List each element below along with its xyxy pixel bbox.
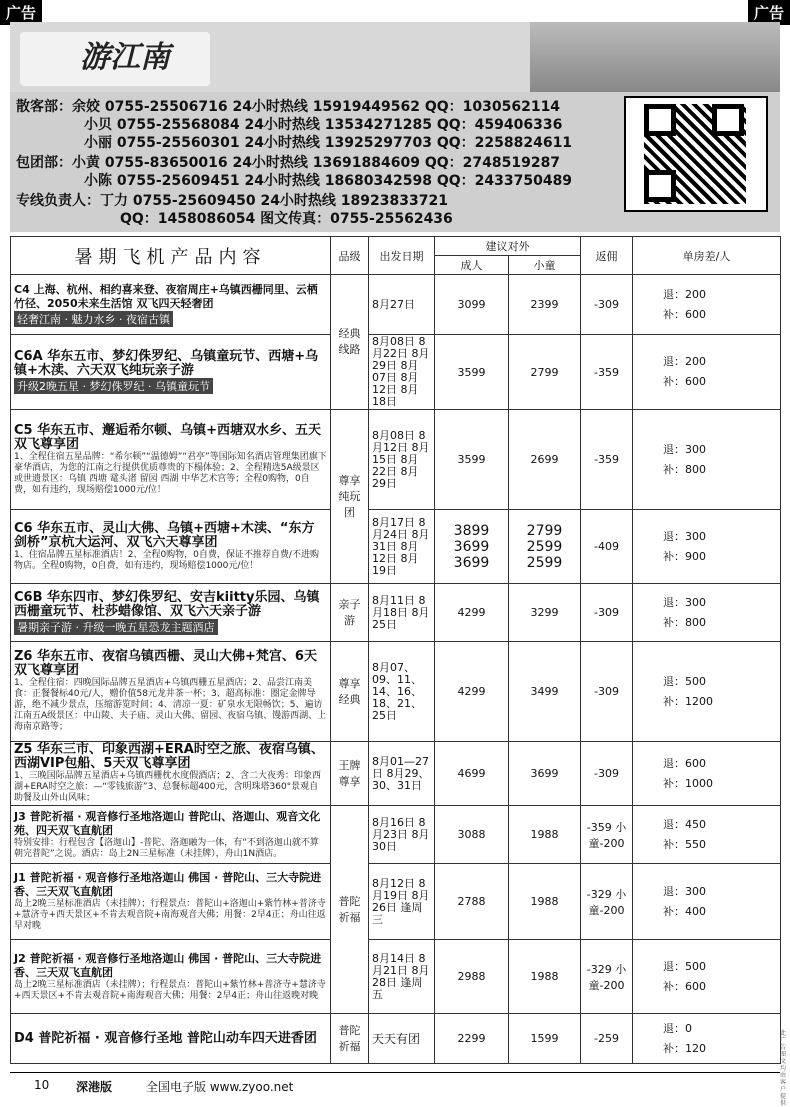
contact-line: QQ：1458086054 图文传真：0755-25562436 [120,211,453,227]
table-row: J2 普陀祈福 · 观音修行圣地洛迦山 佛国 · 普陀山、三大寺院进香、三天双飞直航团 岛上2晚三星标准酒店（未挂牌）；行程景点：普陀山+紫竹林+普济寺+慧济寺+西天景区+不肯去观音院+南海观音大佛；用餐：2早4正；舟山往返晚对晚 8月14日 8月21日 8月28日 逢周五 2988 1988 -329 小童-200 退：500 补：600 [11,940,781,1014]
category-cell: 普陀祈福 [331,806,369,1014]
table-row: J3 普陀祈福 · 观音修行圣地洛迦山 普陀山、洛迦山、观音文化苑、四天双飞直航团 特别安排：行程包含【洛迦山】-普陀、洛迦融为一体，有“不到洛迦山就不算朝完普陀”之说。酒店：岛上2N三星标准（未挂牌），舟山1N酒店。 普陀祈福 8月16日 8月23日 8月30日 3088 1988 -359 小童-200 退：450 补：550 [11,806,781,864]
col-adult: 成人 [435,256,509,275]
contact-line: 专线负责人：丁力 0755-25609450 24小时热线 18923833721 [16,193,448,209]
table-row: Z6 华东五市、夜宿乌镇西栅、灵山大佛+梵宫、6天双飞尊享团 1、全程住宿：四晚国际品牌五星酒店+乌镇西栅五星酒店；2、品尝江南美食：正餐餐标40元/人，赠价值58元龙井茶一杯；3、超高标准：圈定金牌导游，绝不减少景点，压缩游览时间；4、清凉一夏：矿泉水无限畅饮；5、遍访江南五A级景区：中山陵、夫子庙、灵山大佛、留园、夜宿乌镇、馒游西湖、上海南京路等； 尊享经典 8月07、09、11、14、16、18、21、25日 4299 3499 -309 退：500 补：1200 [11,642,781,742]
contacts-block [10,92,780,232]
category-cell: 经典线路 [331,275,369,410]
contact-line: 小丽 0755-25560301 24小时热线 13925297703 QQ：2258824611 [84,135,573,151]
ad-tag-right: 广告 [748,0,790,25]
category-cell: 尊享纯玩团 [331,410,369,584]
col-price: 建议对外 [435,237,581,256]
table-row: Z5 华东三市、印象西湖+ERA时空之旅、夜宿乌镇、西湖VIP包船、5天双飞尊享团 1、三晚国际品牌五星酒店+乌镇西栅枕水度假酒店；2、含二大夜秀：印象西湖+ERA时空之旅：—“零钱旅游”3、总餐标超400元，含明珠塔360°景观自助餐及山外山风味； 王牌尊享 8月01—27日 8月29、30、31日 4699 3699 -309 退：600 补：1000 [11,742,781,806]
col-diff: 单房差/人 [633,237,781,275]
ad-tag-left: 广告 [0,0,42,25]
product-table [10,236,781,1064]
table-row: C4 上海、杭州、相约喜来登、夜宿周庄+乌镇西栅同里、云栖竹径、2050未来生活馆 双飞四天轻奢团 轻奢江南 · 魅力水乡 · 夜宿古镇 经典线路 8月27日 3099 2399 -309 退：200 补：600 [11,275,781,335]
contact-line: 散客部：余姣 0755-25506716 24小时热线 15919449562 QQ：1030562114 [16,99,561,115]
col-category: 品级 [331,237,369,275]
table-row: J1 普陀祈福 · 观音修行圣地洛迦山 佛国 · 普陀山、三大寺院进香、三天双飞直航团 岛上2晚三星标准酒店（未挂牌）；行程景点：普陀山+洛迦山+紫竹林+普济寺+慧济寺+西天景区+不肯去观音院+南海观音大佛；用餐：2早4正；舟山往返早对晚 8月12日 8月19日 8月26日 逢周三 2788 1988 -329 小童-200 退：300 补：400 [11,864,781,940]
side-note: 此广告图文均由客户提供 [780,1030,787,1107]
page-number: 10 [34,1078,50,1092]
category-cell: 亲子游 [331,584,369,642]
contact-line: 小贝 0755-25568084 24小时热线 13534271285 QQ：459406336 [84,117,563,133]
col-rebate: 返佣 [581,237,633,275]
category-cell: 王牌尊享 [331,742,369,806]
website-link[interactable]: 全国电子版 www.zyoo.net [146,1080,294,1094]
brand-name: 游江南 [80,40,170,75]
footer [10,1072,780,1097]
contact-line: 小陈 0755-25609451 24小时热线 18680342598 QQ：2433750489 [84,173,573,189]
category-cell: 普陀祈福 [331,1014,369,1064]
header-photo [530,22,780,92]
table-title: 暑期飞机产品内容 [11,237,331,275]
table-row: D4 普陀祈福 · 观音修行圣地 普陀山动车四天进香团 普陀祈福 天天有团 2299 1599 -259 退：0 补：120 [11,1014,781,1064]
col-date: 出发日期 [369,237,435,275]
header-banner [10,22,780,92]
category-cell: 尊享经典 [331,642,369,742]
col-child: 小童 [509,256,581,275]
edition-label: 深港版 [76,1080,113,1094]
table-row: C6 华东五市、灵山大佛、乌镇+西塘+木渎、“东方剑桥”京杭大运河、双飞六天尊享团 1、住宿品牌五星标准酒店！2、全程0购物，0自费，保证不推荐自费/不进购物店。全程0购物，0自费，如有违约，现场赔偿1000元/位！ 8月17日 8月24日 8月31日 8月12日 8月19日 3899 3699 3699 2799 2599 2599 -409 退：300 补：900 [11,510,781,584]
table-row: C6B 华东四市、梦幻侏罗纪、安吉kiitty乐园、乌镇西栅童玩节、杜莎蜡像馆、双飞六天亲子游 暑期亲子游 · 升级一晚五星恐龙主题酒店 亲子游 8月11日 8月18日 8月25日 4299 3299 -309 退：300 补：800 [11,584,781,642]
table-row: C6A 华东五市、梦幻侏罗纪、乌镇童玩节、西塘+乌镇+木渎、六天双飞纯玩亲子游 升级2晚五星 · 梦幻侏罗纪 · 乌镇童玩节 8月08日 8月22日 8月29日 8月07日 8月12日 8月18日 3599 2799 -359 退：200 补：600 [11,335,781,410]
table-row: C5 华东五市、邂逅希尔顿、乌镇+西塘双水乡、五天双飞尊享团 1、全程住宿五星品牌：“希尔顿”“温德姆”“君亭”等国际知名酒店管理集团旗下豪华酒店，为您的江南之行提供优质尊贵的下榻体验；2、全程精选5A级景区或世遗景区：乌镇 西塘 鼋头渚 留园 西湖 中华艺术宫等；全程0购物，0自费，如有违约，现场赔偿1000元/位！ 尊享纯玩团 8月08日 8月12日 8月15日 8月22日 8月29日 3599 2699 -359 退：300 补：800 [11,410,781,510]
contact-line: 包团部：小黄 0755-83650016 24小时热线 13691884609 QQ：2748519287 [16,155,561,171]
qr-code [624,96,768,212]
